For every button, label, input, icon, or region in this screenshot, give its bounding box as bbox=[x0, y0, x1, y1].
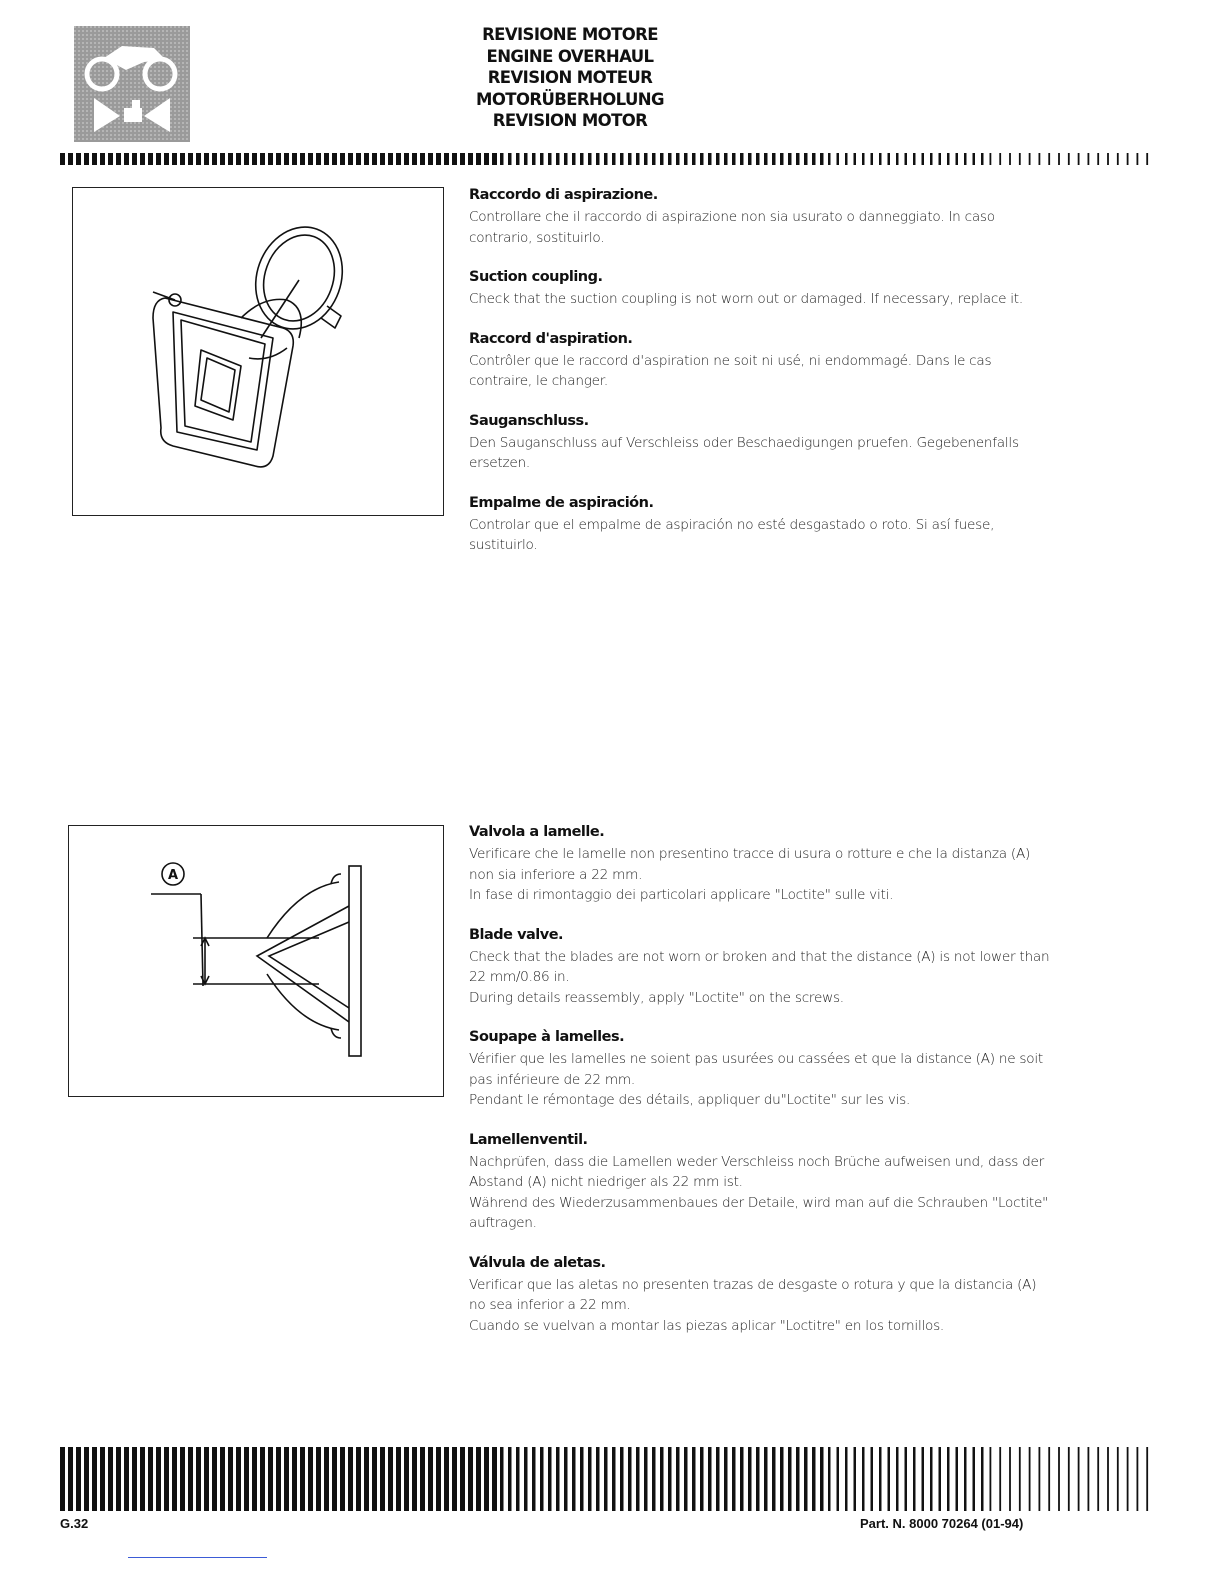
suction-coupling-heading: Raccord d'aspiration. bbox=[469, 330, 633, 347]
suction-coupling-section bbox=[469, 411, 1054, 474]
blade-valve-section bbox=[469, 1253, 1054, 1337]
page-number: G.32 bbox=[60, 1516, 89, 1531]
page-title-es: REVISION MOTOR bbox=[492, 111, 648, 130]
suction-coupling-heading: Raccordo di aspirazione. bbox=[469, 187, 658, 203]
blade-valve-body: Vérifier que les lamelles ne soient pas usurées ou cassées et que la distance (A) ne soit pas inférieure de 22 mm. Pendant le rémontage des détails, appliquer du"Loctite" sur les vis. bbox=[469, 1051, 1043, 1108]
blade-valve-section bbox=[469, 1027, 1054, 1111]
page-title-fr: REVISION MOTEUR bbox=[487, 68, 653, 87]
footer-link-underline bbox=[128, 1557, 267, 1558]
blade-valve-body: Nachprüfen, dass die Lamellen weder Verschleiss noch Brüche aufweisen und, dass der Abstand (A) nicht niedriger als 22 mm ist. Während des Wiederzusammenbaues der Detaile, wird man auf die Schrauben "Loctite" auftragen. bbox=[469, 1153, 1049, 1231]
suction-coupling-body: Controllare che il raccordo di aspirazione non sia usurato o danneggiato. In caso contrario, sostituirlo. bbox=[469, 209, 995, 246]
blade-valve-section bbox=[469, 822, 1054, 906]
blade-valve-section bbox=[469, 925, 1054, 1009]
motorcycle-engine-logo-icon bbox=[74, 26, 190, 142]
page-title-de: MOTORÜBERHOLUNG bbox=[476, 89, 664, 109]
blade-valve-figure bbox=[68, 825, 444, 1097]
suction-coupling-figure bbox=[72, 187, 444, 516]
suction-coupling-body: Check that the suction coupling is not worn out or damaged. If necessary, replace it. bbox=[469, 291, 1023, 307]
blade-valve-body: Verificare che le lamelle non presentino tracce di usura o rotture e che la distanza (A) non sia inferiore a 22 mm. In fase di rimontaggio dei particolari applicare "Loctite" sulle viti. bbox=[469, 846, 1031, 903]
blade-valve-heading: Blade valve. bbox=[469, 926, 564, 943]
blade-valve-section bbox=[469, 1130, 1054, 1234]
page-title-it: REVISIONE MOTORE bbox=[482, 25, 658, 44]
header-barcode-divider bbox=[60, 153, 1150, 165]
suction-coupling-section bbox=[469, 267, 1054, 310]
blade-valve-heading: Soupape à lamelles. bbox=[469, 1029, 625, 1045]
blade-valve-heading: Valvola a lamelle. bbox=[469, 824, 605, 840]
suction-coupling-section bbox=[469, 493, 1054, 556]
suction-coupling-body: Den Sauganschluss auf Verschleiss oder Beschaedigungen pruefen. Gegebenenfalls ersetzen. bbox=[469, 434, 1019, 471]
blade-valve-heading: Válvula de aletas. bbox=[469, 1254, 606, 1271]
suction-coupling-text bbox=[469, 185, 1054, 575]
dimension-label-a: A bbox=[167, 868, 179, 883]
page-title-block bbox=[440, 24, 700, 132]
blade-valve-diagram-icon bbox=[69, 826, 442, 1095]
suction-coupling-heading: Suction coupling. bbox=[469, 269, 603, 285]
suction-coupling-body: Controlar que el empalme de aspiración no esté desgastado o roto. Si así fuese, sustituirlo. bbox=[469, 516, 995, 553]
blade-valve-text bbox=[469, 822, 1054, 1355]
suction-coupling-heading: Empalme de aspiración. bbox=[469, 494, 654, 511]
suction-coupling-section bbox=[469, 185, 1054, 248]
suction-coupling-heading: Sauganschluss. bbox=[469, 412, 589, 429]
suction-coupling-body: Contrôler que le raccord d'aspiration ne soit ni usé, ni endommagé. Dans le cas contraire, le changer. bbox=[469, 352, 992, 389]
blade-valve-body: Check that the blades are not worn or broken and that the distance (A) is not lower than 22 mm/0.86 in. During details reassembly, apply "Loctite" on the screws. bbox=[469, 948, 1050, 1006]
suction-coupling-section bbox=[469, 329, 1054, 392]
blade-valve-heading: Lamellenventil. bbox=[469, 1131, 588, 1148]
footer-barcode-divider bbox=[60, 1447, 1150, 1511]
page-title-en: ENGINE OVERHAUL bbox=[486, 46, 654, 66]
part-number: Part. N. 8000 70264 (01-94) bbox=[860, 1516, 1024, 1531]
suction-coupling-diagram-icon bbox=[73, 188, 442, 514]
blade-valve-body: Verificar que las aletas no presenten trazas de desgaste o rotura y que la distancia (A) no sea inferior a 22 mm. Cuando se vuelvan a montar las piezas aplicar "Loctitre" en los tornillos. bbox=[469, 1276, 1037, 1334]
